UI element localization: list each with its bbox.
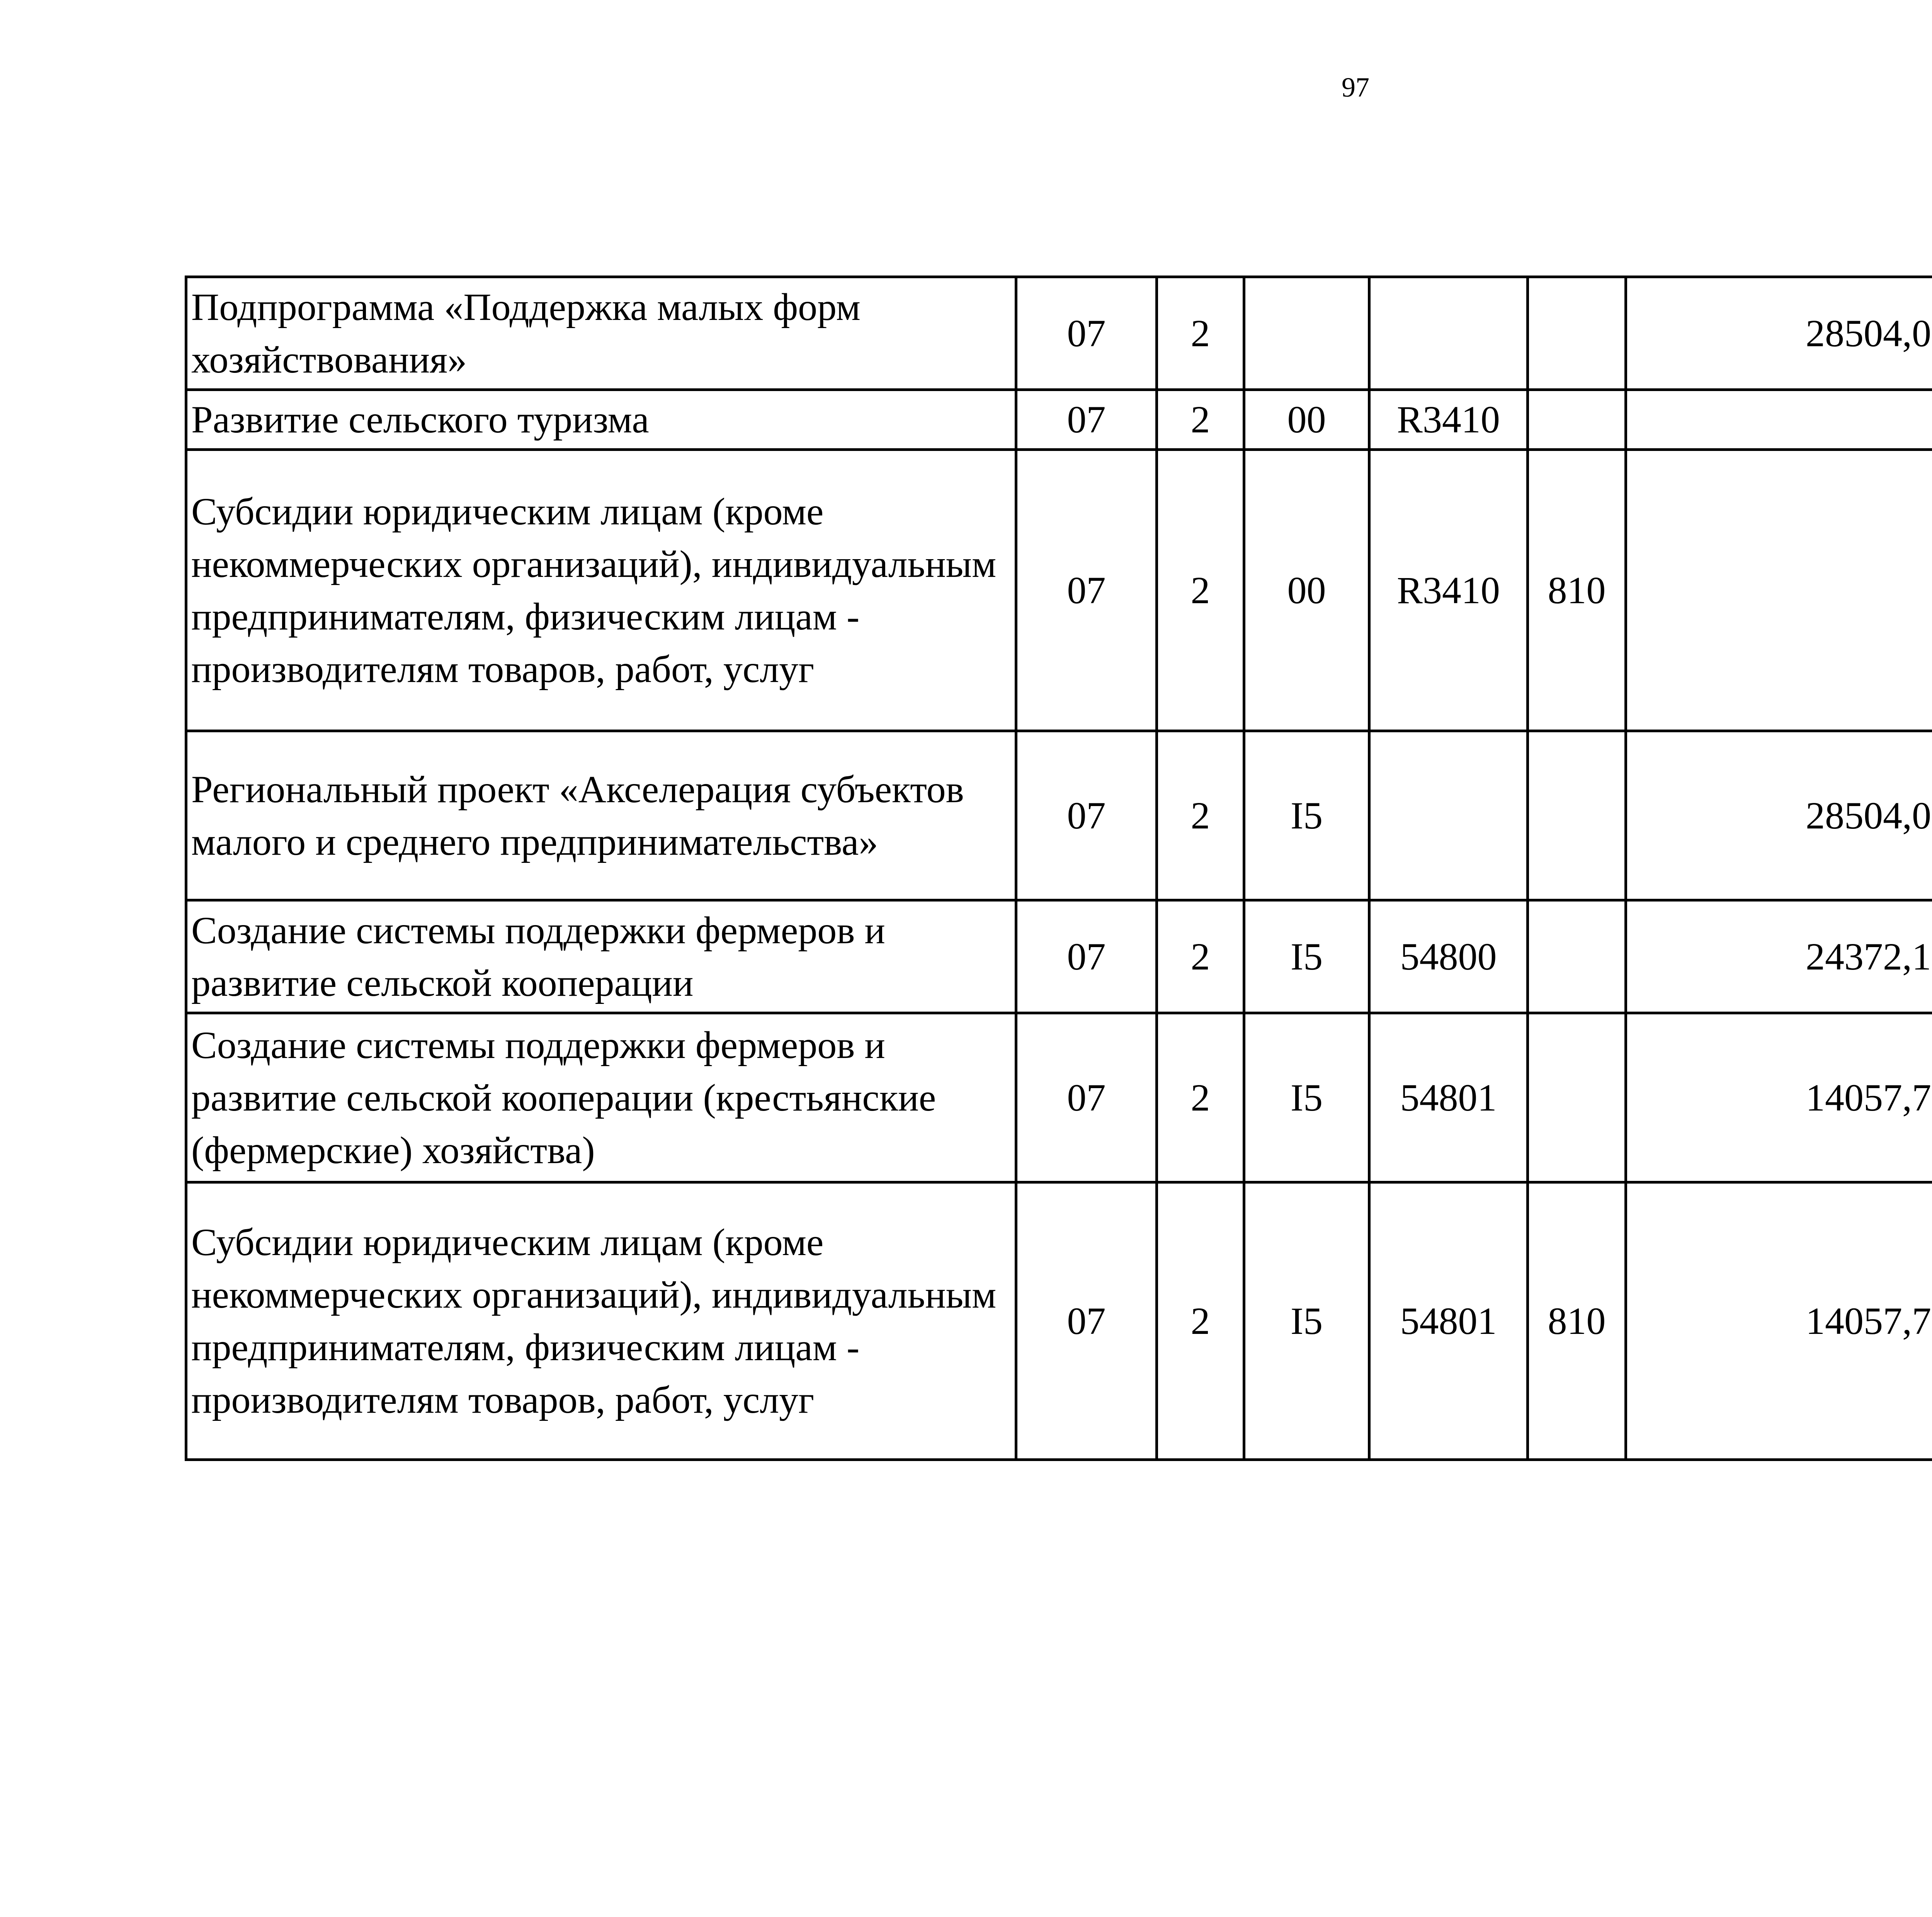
- expense-type-cell: 810: [1528, 450, 1626, 731]
- expense-type-cell: 810: [1528, 1182, 1626, 1460]
- row-name-cell: Субсидии юридическим лицам (кроме некоммерческих организаций), индивидуальным предпринимателям, физическим лицам - производителям товаров, работ, услуг: [186, 1182, 1016, 1460]
- row-name-cell: Субсидии юридическим лицам (кроме некоммерческих организаций), индивидуальным предпринимателям, физическим лицам - производителям товаров, работ, услуг: [186, 450, 1016, 731]
- direction-code-cell: R3410: [1369, 390, 1528, 450]
- direction-code-cell: [1369, 731, 1528, 900]
- direction-code-cell: 54800: [1369, 900, 1528, 1013]
- section-code-cell: 07: [1016, 1182, 1157, 1460]
- section-code-cell: 07: [1016, 900, 1157, 1013]
- table-row: [186, 390, 1932, 450]
- row-name-cell: Создание системы поддержки фермеров и развитие сельской кооперации: [186, 900, 1016, 1013]
- section-code-cell: 07: [1016, 1013, 1157, 1182]
- subsection-code-cell: 2: [1157, 1182, 1244, 1460]
- direction-code-cell: 54801: [1369, 1182, 1528, 1460]
- page-number: 97: [1342, 72, 1369, 103]
- row-name-cell: Региональный проект «Акселерация субъектов малого и среднего предпринимательства»: [186, 731, 1016, 900]
- program-code-cell: I5: [1244, 1013, 1369, 1182]
- amount-year1-cell: 14057,7: [1626, 1182, 1932, 1460]
- budget-table: [185, 276, 1932, 1461]
- expense-type-cell: [1528, 731, 1626, 900]
- program-code-cell: I5: [1244, 1182, 1369, 1460]
- subsection-code-cell: 2: [1157, 900, 1244, 1013]
- expense-type-cell: [1528, 277, 1626, 390]
- row-name-cell: Подпрограмма «Поддержка малых форм хозяйствования»: [186, 277, 1016, 390]
- row-name-cell: Создание системы поддержки фермеров и развитие сельской кооперации (крестьянские (фермерские) хозяйства): [186, 1013, 1016, 1182]
- section-code-cell: 07: [1016, 450, 1157, 731]
- amount-year1-cell: [1626, 390, 1932, 450]
- table-body: [186, 277, 1932, 1460]
- section-code-cell: 07: [1016, 390, 1157, 450]
- subsection-code-cell: 2: [1157, 390, 1244, 450]
- table-row: [186, 731, 1932, 900]
- expense-type-cell: [1528, 900, 1626, 1013]
- subsection-code-cell: 2: [1157, 1013, 1244, 1182]
- program-code-cell: I5: [1244, 731, 1369, 900]
- direction-code-cell: [1369, 277, 1528, 390]
- section-code-cell: 07: [1016, 277, 1157, 390]
- table-row: [186, 1013, 1932, 1182]
- program-code-cell: 00: [1244, 450, 1369, 731]
- amount-year1-cell: 28504,0: [1626, 277, 1932, 390]
- amount-year1-cell: 24372,1: [1626, 900, 1932, 1013]
- table-row: [186, 900, 1932, 1013]
- subsection-code-cell: 2: [1157, 450, 1244, 731]
- amount-year1-cell: 14057,7: [1626, 1013, 1932, 1182]
- row-name-cell: Развитие сельского туризма: [186, 390, 1016, 450]
- direction-code-cell: 54801: [1369, 1013, 1528, 1182]
- program-code-cell: [1244, 277, 1369, 390]
- table-row: [186, 1182, 1932, 1460]
- expense-type-cell: [1528, 390, 1626, 450]
- table-row: [186, 450, 1932, 731]
- direction-code-cell: R3410: [1369, 450, 1528, 731]
- table-row: [186, 277, 1932, 390]
- expense-type-cell: [1528, 1013, 1626, 1182]
- section-code-cell: 07: [1016, 731, 1157, 900]
- amount-year1-cell: 28504,0: [1626, 731, 1932, 900]
- program-code-cell: I5: [1244, 900, 1369, 1013]
- subsection-code-cell: 2: [1157, 731, 1244, 900]
- amount-year1-cell: [1626, 450, 1932, 731]
- subsection-code-cell: 2: [1157, 277, 1244, 390]
- program-code-cell: 00: [1244, 390, 1369, 450]
